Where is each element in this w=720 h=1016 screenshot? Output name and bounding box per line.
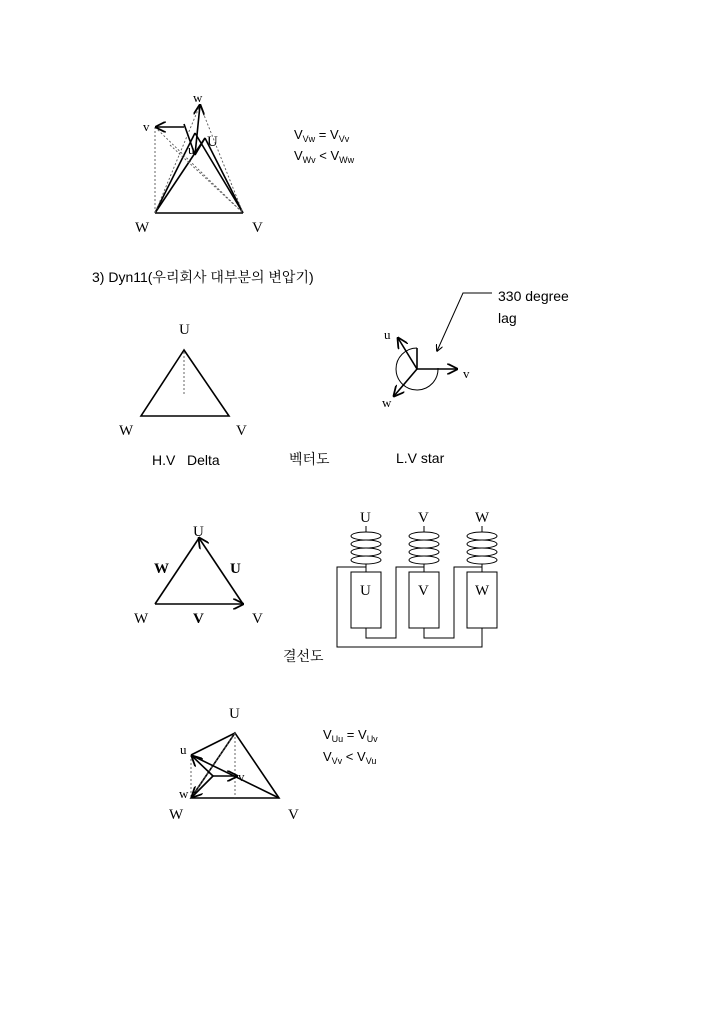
section-title: 3) Dyn11(우리회사 대부분의 변압기) [92,269,314,285]
lv-label-w: w [382,395,392,410]
d1-label-U: U [207,134,218,150]
winding-box-W [467,572,497,628]
d3-label-W: W [169,807,184,823]
d3-equation-2: $V_{Vv} < V_{Vu}$ [323,749,377,766]
wiring-diagram-caption: 결선도 [283,648,324,664]
d3-label-V: V [288,807,299,823]
d1-equation-1: $V_{Vw} = V_{Vv}$ [294,127,350,144]
lv-star-annotation-arrow [437,293,492,351]
d3-arrow-u [192,756,213,776]
delta-side-label-V: V [193,611,204,627]
coil-U [351,526,381,572]
d3-label-U: U [229,706,240,722]
winding-label-V: V [418,583,429,599]
d1-equation-2: $V_{Wv} < V_{Ww}$ [294,148,355,165]
d3-label-w: w [179,786,189,801]
lv-star-caption: L.V star [396,450,445,466]
d1-dotted-diag-3 [200,105,243,213]
delta-side-label-U: U [230,561,241,577]
winding-label-W: W [475,583,490,599]
hv-label-W: W [119,423,134,439]
winding-box-V [409,572,439,628]
d1-label-u: u [188,142,195,157]
lv-label-u: u [384,327,391,342]
d3-label-u: u [180,742,187,757]
terminal-label-V: V [418,510,429,526]
wiring-diagram [337,510,497,647]
d1-label-V: V [252,220,263,236]
delta-label-V: V [252,611,263,627]
d1-dotted-diag-4 [170,145,243,213]
d3-equation-1: $V_{Uu} = V_{Uv}$ [323,727,378,744]
phasor-diagram-3 [169,706,299,823]
hv-label-U: U [179,322,190,338]
phasor-diagram-1 [135,90,263,236]
labeled-delta-diagram [134,524,263,627]
d1-label-w: w [193,90,203,105]
hv-delta-triangle [141,350,229,416]
d3-label-v: v [238,769,245,784]
lv-star-arrow-w [394,369,417,396]
delta-label-W: W [134,611,149,627]
d3-arrow-w [192,776,213,797]
coil-W [467,526,497,572]
lv-star-diagram [382,288,569,410]
wire-V-to-W [424,567,482,638]
vector-diagram-caption: 벡터도 [289,451,330,467]
coil-V [409,526,439,572]
lv-annotation-line-2: lag [498,310,517,326]
lv-label-v: v [463,366,470,381]
wire-U-to-V [366,567,424,638]
lv-star-arrow-u [398,338,417,369]
delta-label-U: U [193,524,204,540]
terminal-label-W: W [475,510,490,526]
hv-label-V: V [236,423,247,439]
d1-label-v: v [143,119,150,134]
terminal-label-U: U [360,510,371,526]
hv-delta-diagram [119,322,247,439]
delta-side-label-W: W [154,561,169,577]
d1-label-W: W [135,220,150,236]
winding-box-U [351,572,381,628]
lv-annotation-line-1: 330 degree [498,288,569,304]
d1-dotted-diag-2 [155,105,200,213]
hv-delta-caption: H.V Delta [152,452,220,468]
winding-label-U: U [360,583,371,599]
